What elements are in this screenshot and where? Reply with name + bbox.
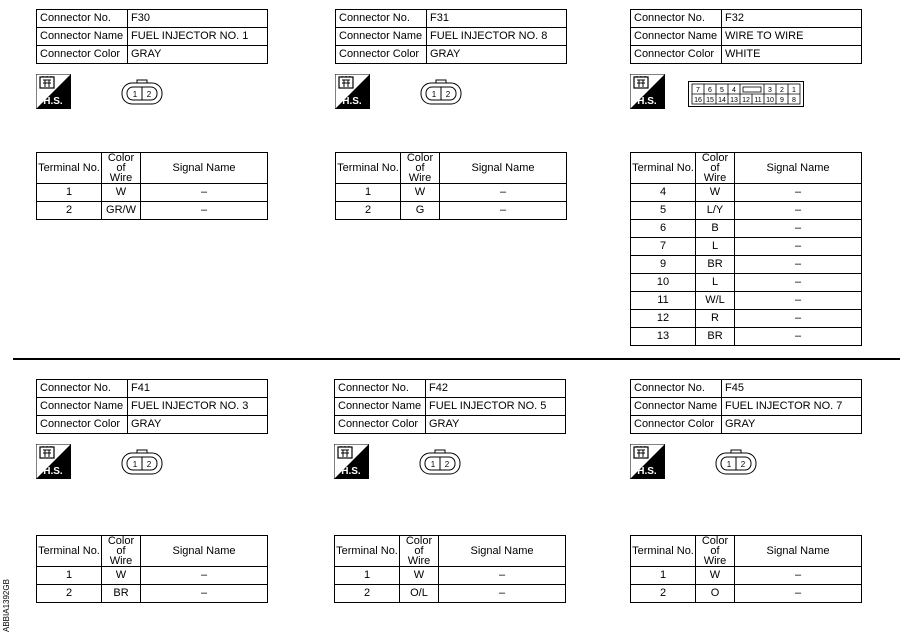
table-row (631, 585, 862, 603)
wire-color-cell: W (696, 184, 735, 202)
connector-color-label: Connector Color (631, 416, 722, 434)
signal-name-header: Signal Name (440, 153, 567, 184)
signal-name-header: Signal Name (439, 536, 566, 567)
connector-no-label: Connector No. (631, 10, 722, 28)
connector-color-label: Connector Color (335, 416, 426, 434)
signal-name-cell: – (735, 238, 862, 256)
pin-label: 14 (718, 97, 726, 104)
harness-side-icon (630, 444, 665, 479)
terminal-no-cell: 6 (631, 220, 696, 238)
wire-color-header-line1: Color of (701, 535, 729, 557)
connector-no-label: Connector No. (37, 380, 128, 398)
wire-color-cell: W (696, 567, 735, 585)
signal-name-cell: – (439, 585, 566, 603)
pin-label: 2 (444, 460, 450, 469)
terminal-no-cell: 7 (631, 238, 696, 256)
table-row (336, 202, 567, 220)
table-row (37, 202, 268, 220)
pin-label: 6 (708, 87, 712, 94)
connector-face-2pin (419, 449, 461, 475)
connector-no-label: Connector No. (336, 10, 427, 28)
wire-color-cell: GR/W (102, 202, 141, 220)
connector-block-f31 (335, 9, 567, 216)
terminal-no-cell: 1 (37, 184, 102, 202)
table-row (37, 184, 268, 202)
wire-color-header-line1: Color of (406, 152, 434, 174)
hs-label: H.S. (637, 466, 657, 477)
wire-color-header (696, 536, 735, 567)
connector-block-f32 (630, 9, 862, 342)
signal-name-cell: – (735, 585, 862, 603)
terminal-no-cell: 1 (335, 567, 400, 585)
connector-name-label: Connector Name (37, 28, 128, 46)
connector-color-value: GRAY (426, 416, 566, 434)
wire-color-cell: O/L (400, 585, 439, 603)
harness-side-icon (630, 74, 665, 109)
wire-color-cell: L (696, 274, 735, 292)
table-row (631, 310, 862, 328)
connector-name-label: Connector Name (335, 398, 426, 416)
connector-name-value: FUEL INJECTOR NO. 3 (128, 398, 268, 416)
hs-label: H.S. (43, 96, 63, 107)
table-row (631, 184, 862, 202)
connector-info-table (334, 379, 566, 434)
hs-label: H.S. (637, 96, 657, 107)
wire-color-header (696, 153, 735, 184)
pin-label: 11 (754, 97, 762, 104)
terminal-table (335, 152, 567, 220)
signal-name-header: Signal Name (735, 153, 862, 184)
wire-color-header-line1: Color of (701, 152, 729, 174)
table-row (631, 274, 862, 292)
terminal-no-header: Terminal No. (37, 153, 102, 184)
connector-color-value: GRAY (722, 416, 862, 434)
signal-name-cell: – (735, 256, 862, 274)
connector-no-value: F31 (427, 10, 567, 28)
wire-color-cell: BR (102, 585, 141, 603)
pin-label: 2 (146, 460, 152, 469)
wire-color-cell: W (400, 567, 439, 585)
wire-color-header-line2: Wire (408, 172, 432, 184)
pin-label: 1 (726, 460, 732, 469)
connector-name-value: FUEL INJECTOR NO. 1 (128, 28, 268, 46)
signal-name-cell: – (735, 310, 862, 328)
signal-name-cell: – (735, 328, 862, 346)
wire-color-header-line2: Wire (109, 172, 133, 184)
harness-side-icon (36, 74, 71, 109)
connector-block-f41 (36, 379, 268, 599)
wire-color-cell: G (401, 202, 440, 220)
wire-color-cell: W (102, 567, 141, 585)
pin-label: 1 (132, 460, 138, 469)
pin-label: 1 (431, 90, 437, 99)
connector-face-2pin (121, 79, 163, 105)
connector-face-2pin (121, 449, 163, 475)
table-row (631, 256, 862, 274)
connector-name-value: WIRE TO WIRE (722, 28, 862, 46)
pin-label: 1 (132, 90, 138, 99)
terminal-no-header: Terminal No. (335, 536, 400, 567)
terminal-no-header: Terminal No. (631, 536, 696, 567)
harness-side-icon (36, 444, 71, 479)
connector-face-16pin (688, 81, 804, 107)
divider-line (13, 358, 900, 360)
harness-side-icon (334, 444, 369, 479)
terminal-no-cell: 12 (631, 310, 696, 328)
terminal-table (36, 152, 268, 220)
signal-name-header: Signal Name (141, 536, 268, 567)
connector-name-label: Connector Name (37, 398, 128, 416)
pin-label: 4 (732, 87, 736, 94)
connector-no-label: Connector No. (37, 10, 128, 28)
wire-color-cell: L/Y (696, 202, 735, 220)
connector-no-value: F30 (128, 10, 268, 28)
connector-info-table (335, 9, 567, 64)
pin-label: 10 (766, 97, 774, 104)
wire-color-header (102, 153, 141, 184)
pin-label: 8 (792, 97, 796, 104)
wire-color-header-line1: Color of (107, 535, 135, 557)
wire-color-header (401, 153, 440, 184)
wire-color-cell: L (696, 238, 735, 256)
table-row (37, 567, 268, 585)
pin-label: 2 (445, 90, 451, 99)
signal-name-cell: – (735, 220, 862, 238)
connector-no-label: Connector No. (335, 380, 426, 398)
connector-info-table (36, 9, 268, 64)
table-row (335, 585, 566, 603)
pin-label: 16 (694, 97, 702, 104)
table-row (631, 220, 862, 238)
connector-no-label: Connector No. (631, 380, 722, 398)
connector-color-label: Connector Color (37, 416, 128, 434)
connector-color-value: GRAY (128, 416, 268, 434)
signal-name-cell: – (440, 184, 567, 202)
signal-name-cell: – (440, 202, 567, 220)
connector-info-table (36, 379, 268, 434)
connector-block-f45 (630, 379, 862, 599)
connector-color-value: GRAY (427, 46, 567, 64)
pin-label: 12 (742, 97, 750, 104)
wire-color-header-line1: Color of (107, 152, 135, 174)
connector-color-value: WHITE (722, 46, 862, 64)
connector-color-label: Connector Color (37, 46, 128, 64)
connector-name-label: Connector Name (336, 28, 427, 46)
wire-color-cell: B (696, 220, 735, 238)
signal-name-cell: – (141, 184, 268, 202)
harness-side-icon (335, 74, 370, 109)
connector-color-label: Connector Color (631, 46, 722, 64)
pin-label: 1 (430, 460, 436, 469)
connector-info-table (630, 379, 862, 434)
connector-block-f42 (334, 379, 566, 599)
signal-name-cell: – (141, 567, 268, 585)
connector-no-value: F32 (722, 10, 862, 28)
table-row (631, 328, 862, 346)
terminal-table (630, 152, 862, 346)
signal-name-header: Signal Name (735, 536, 862, 567)
terminal-no-cell: 1 (336, 184, 401, 202)
wire-color-cell: R (696, 310, 735, 328)
terminal-table (36, 535, 268, 603)
wire-color-header (400, 536, 439, 567)
signal-name-cell: – (735, 292, 862, 310)
terminal-table (334, 535, 566, 603)
table-row (631, 238, 862, 256)
table-row (37, 585, 268, 603)
wire-color-header-line2: Wire (407, 555, 431, 567)
wire-color-header-line2: Wire (703, 555, 727, 567)
terminal-no-cell: 2 (37, 202, 102, 220)
wire-color-header (102, 536, 141, 567)
hs-label: H.S. (43, 466, 63, 477)
signal-name-cell: – (141, 585, 268, 603)
terminal-no-header: Terminal No. (631, 153, 696, 184)
pin-label: 3 (768, 87, 772, 94)
pin-label: 2 (740, 460, 746, 469)
hs-label: H.S. (341, 466, 361, 477)
connector-name-label: Connector Name (631, 398, 722, 416)
pin-label: 9 (780, 97, 784, 104)
table-row (631, 292, 862, 310)
wire-color-header-line2: Wire (703, 172, 727, 184)
table-row (335, 567, 566, 585)
terminal-no-cell: 1 (631, 567, 696, 585)
connector-no-value: F41 (128, 380, 268, 398)
wire-color-cell: BR (696, 256, 735, 274)
terminal-no-cell: 10 (631, 274, 696, 292)
terminal-no-cell: 2 (335, 585, 400, 603)
wire-color-cell: BR (696, 328, 735, 346)
signal-name-header: Signal Name (141, 153, 268, 184)
wire-color-header-line1: Color of (405, 535, 433, 557)
terminal-no-cell: 2 (336, 202, 401, 220)
signal-name-cell: – (735, 184, 862, 202)
pin-label: 1 (792, 87, 796, 94)
connector-name-value: FUEL INJECTOR NO. 5 (426, 398, 566, 416)
table-row (336, 184, 567, 202)
wire-color-cell: W (401, 184, 440, 202)
signal-name-cell: – (735, 274, 862, 292)
signal-name-cell: – (141, 202, 268, 220)
terminal-no-cell: 11 (631, 292, 696, 310)
connector-color-value: GRAY (128, 46, 268, 64)
terminal-no-header: Terminal No. (37, 536, 102, 567)
connector-face-2pin (420, 79, 462, 105)
connector-face-2pin (715, 449, 757, 475)
table-row (631, 567, 862, 585)
terminal-no-header: Terminal No. (336, 153, 401, 184)
wire-color-header-line2: Wire (109, 555, 133, 567)
signal-name-cell: – (735, 202, 862, 220)
connector-name-label: Connector Name (631, 28, 722, 46)
signal-name-cell: – (439, 567, 566, 585)
pin-label: 2 (146, 90, 152, 99)
wire-color-cell: W (102, 184, 141, 202)
terminal-no-cell: 5 (631, 202, 696, 220)
signal-name-cell: – (735, 567, 862, 585)
terminal-table (630, 535, 862, 603)
terminal-no-cell: 9 (631, 256, 696, 274)
connector-no-value: F42 (426, 380, 566, 398)
side-code: ABBIA1392GB (2, 579, 11, 632)
terminal-no-cell: 2 (631, 585, 696, 603)
pin-label: 7 (696, 87, 700, 94)
connector-name-value: FUEL INJECTOR NO. 8 (427, 28, 567, 46)
hs-label: H.S. (342, 96, 362, 107)
connector-info-table (630, 9, 862, 64)
wire-color-cell: O (696, 585, 735, 603)
terminal-no-cell: 2 (37, 585, 102, 603)
connector-color-label: Connector Color (336, 46, 427, 64)
pin-label: 13 (730, 97, 738, 104)
connector-name-value: FUEL INJECTOR NO. 7 (722, 398, 862, 416)
connector-block-f30 (36, 9, 268, 216)
terminal-no-cell: 4 (631, 184, 696, 202)
pin-label: 5 (720, 87, 724, 94)
terminal-no-cell: 13 (631, 328, 696, 346)
wire-color-cell: W/L (696, 292, 735, 310)
pin-label: 15 (706, 97, 714, 104)
pin-label: 2 (780, 87, 784, 94)
table-row (631, 202, 862, 220)
terminal-no-cell: 1 (37, 567, 102, 585)
connector-no-value: F45 (722, 380, 862, 398)
